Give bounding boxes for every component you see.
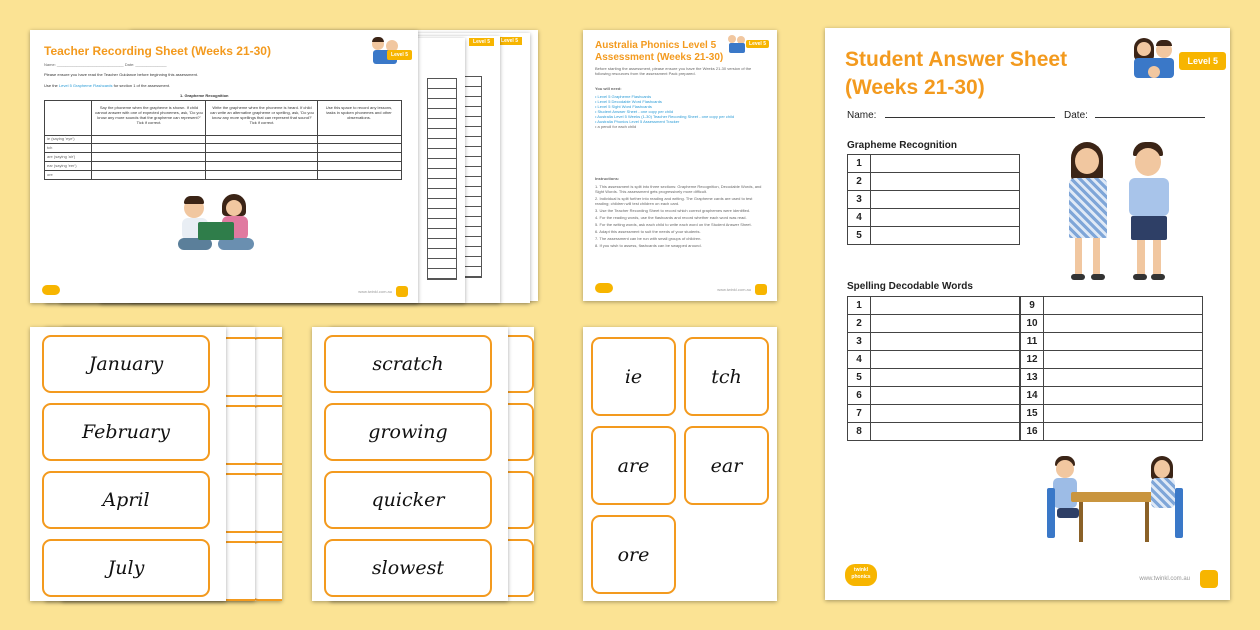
- spelling-table-right: [1020, 296, 1203, 441]
- teacher-row: [45, 144, 401, 153]
- answer-cell[interactable]: [1044, 351, 1203, 369]
- table-row: [848, 209, 1020, 227]
- instruction-step-text: For the reading words, use the flashcards and record whether each word was read.: [599, 215, 747, 220]
- instruction-step: 6. Adapt this assessment to suit the needs of your students.: [595, 229, 701, 234]
- grapheme-table: [847, 154, 1020, 245]
- answer-cell[interactable]: [1044, 297, 1203, 315]
- answer-cell[interactable]: [871, 333, 1020, 351]
- need-item-text: Level 5 Grapheme Flashcards: [597, 94, 652, 99]
- student-mascots: [1132, 36, 1178, 82]
- girl-head: [1075, 148, 1099, 174]
- table-row: [848, 227, 1020, 245]
- back-sheet-table: [427, 78, 457, 280]
- need-item[interactable]: • Level 5 Decodable Word Flashcards: [595, 99, 662, 104]
- grapheme-card[interactable]: ear: [684, 426, 769, 505]
- instruction-step: 4. For the reading words, use the flashcards and record whether each word was read.: [595, 215, 747, 220]
- table-row: [848, 387, 1020, 405]
- month-card[interactable]: July: [42, 539, 210, 597]
- footer-url: www.twinkl.com.au: [717, 287, 751, 292]
- boy-hair: [184, 196, 204, 204]
- need-item[interactable]: • Student Answer Sheet - one copy per child: [595, 109, 674, 114]
- assessment-guidance-sheet: [583, 30, 777, 301]
- row-number: 9: [1021, 297, 1044, 315]
- twinkl-logo: [42, 285, 60, 295]
- instruction-prefix: Use the: [44, 83, 58, 88]
- table-top: [1071, 492, 1157, 502]
- name-label: Name:: [44, 62, 56, 67]
- row-number: 3: [848, 191, 871, 209]
- girl-dress: [1069, 178, 1107, 238]
- table-row: [1021, 297, 1203, 315]
- spelling-section-title: Spelling Decodable Words: [847, 281, 973, 292]
- boy-chair: [1047, 488, 1055, 538]
- table-row: [848, 423, 1020, 441]
- assessment-level-badge: Level 5: [746, 40, 769, 48]
- row-number: 11: [1021, 333, 1044, 351]
- instruction-step: 2. Individual is split further into reading and writing. The Grapheme cards are used to test reading; children will test children on each card.: [595, 196, 753, 206]
- table-row: [848, 369, 1020, 387]
- word-cards-sheet: [312, 327, 508, 601]
- teacher-row: [45, 171, 401, 179]
- footer-badge-icon: [1200, 570, 1218, 588]
- footer-badge-icon: [755, 284, 767, 295]
- spelling-table-left: [847, 296, 1020, 441]
- table-leg: [1145, 502, 1149, 542]
- girl-shoe: [1091, 274, 1105, 280]
- grapheme-card[interactable]: ie: [591, 337, 676, 416]
- teacher-col1-header: Say the phoneme when the grapheme is shown. If child cannot answer with one of expected phonemes, ask, 'Do you know any more sounds that the grapheme can represent?' Tick if correct.: [95, 105, 203, 125]
- table-row: [848, 405, 1020, 423]
- answer-cell[interactable]: [871, 405, 1020, 423]
- mascot-hair: [1156, 40, 1172, 46]
- answer-cell[interactable]: [871, 209, 1020, 227]
- student-name-label: Name:: [847, 110, 877, 121]
- grapheme-cards-sheet: [583, 327, 777, 601]
- boy-leg: [1137, 240, 1145, 276]
- assessment-weeks: (Weeks 21-30): [656, 52, 724, 63]
- answer-cell[interactable]: [871, 351, 1020, 369]
- need-item-text: Level 5 Sight Word Flashcards: [597, 104, 652, 109]
- instruction-step-text: The assessment can be run with small groups of children.: [599, 236, 702, 241]
- teacher-instruction-2: [44, 83, 170, 88]
- needs-list: [595, 94, 765, 129]
- table-row: [1021, 387, 1203, 405]
- teacher-table: [44, 100, 402, 180]
- flashcards-link[interactable]: Level 5 Grapheme Flashcards: [58, 83, 113, 88]
- table-row: [848, 191, 1020, 209]
- mascot-body: [729, 43, 745, 53]
- girl-head: [1154, 460, 1170, 478]
- table-row: [1021, 423, 1203, 441]
- answer-cell[interactable]: [1044, 333, 1203, 351]
- table-row: [848, 351, 1020, 369]
- student-answer-sheet: [825, 28, 1230, 600]
- instruction-step-text: For the writing words, ask each child to write each word on the Student Answer Sheet.: [599, 222, 752, 227]
- answer-cell[interactable]: [871, 315, 1020, 333]
- boy-shoe: [1133, 274, 1147, 280]
- answer-cell[interactable]: [871, 227, 1020, 245]
- row-number: 1: [848, 297, 871, 315]
- teacher-row: [45, 162, 401, 171]
- answer-cell[interactable]: [871, 423, 1020, 441]
- grapheme-section-title: Grapheme Recognition: [847, 140, 958, 151]
- teacher-col3-header: Use this space to record any lessons, tasks in spoken phonemes and other observations.: [325, 105, 393, 120]
- assessment-title-line1: Australia Phonics Level 5: [595, 40, 717, 51]
- twinkl-phonics-logo: twinkl phonics: [845, 564, 877, 586]
- need-item: • a pencil for each child: [595, 124, 637, 129]
- need-item-text: a pencil for each child: [597, 124, 637, 129]
- teacher-level-badge: Level 5: [387, 50, 412, 60]
- you-will-need-label: You will need:: [595, 86, 622, 91]
- table-row: [1021, 315, 1203, 333]
- instruction-step: 5. For the writing words, ask each child to write each word on the Student Answer Sheet.: [595, 222, 752, 227]
- answer-cell[interactable]: [871, 155, 1020, 173]
- row-number: 5: [848, 369, 871, 387]
- table-leg: [1079, 502, 1083, 542]
- row-number: 12: [1021, 351, 1044, 369]
- student-footer-url: www.twinkl.com.au: [1139, 576, 1190, 582]
- row-number: 4: [848, 351, 871, 369]
- row-number: 14: [1021, 387, 1044, 405]
- row-number: 5: [848, 227, 871, 245]
- teacher-recording-sheet: [30, 30, 418, 303]
- word-card[interactable]: scratch: [324, 335, 492, 393]
- boy-head: [1135, 148, 1161, 176]
- table-row: [848, 333, 1020, 351]
- table-row: [1021, 405, 1203, 423]
- student-title-line1: Student Answer Sheet: [845, 48, 1068, 71]
- boy-head: [1056, 460, 1074, 478]
- row-number: 4: [848, 209, 871, 227]
- instruction-step: 8. If you wish to assess, flashcards can be swapped around.: [595, 243, 702, 248]
- need-item-text: Student Answer Sheet - one copy per child: [597, 109, 674, 114]
- back-sheet-level-badge: Level 5: [497, 37, 522, 45]
- girl-body: [1151, 478, 1175, 508]
- row-number: 8: [848, 423, 871, 441]
- month-card[interactable]: April: [42, 471, 210, 529]
- footer-url: www.twinkl.com.au: [358, 289, 392, 294]
- table-row: [848, 297, 1020, 315]
- answer-cell[interactable]: [871, 369, 1020, 387]
- need-item[interactable]: • Australia Phonics Level 5 Assessment Tracker: [595, 119, 680, 124]
- row-number: 15: [1021, 405, 1044, 423]
- word-card[interactable]: quicker: [324, 471, 492, 529]
- need-item-text: Level 5 Decodable Word Flashcards: [597, 99, 662, 104]
- twinkl-logo: [595, 283, 613, 293]
- student-name-row: [847, 110, 1205, 121]
- girl-face: [226, 200, 242, 216]
- kids-reading-illustration: [178, 192, 258, 268]
- row-number: 10: [1021, 315, 1044, 333]
- teacher-table-heading: 1. Grapheme Recognition: [180, 93, 229, 98]
- student-level-badge: Level 5: [1179, 52, 1226, 70]
- name-field[interactable]: [885, 117, 1055, 118]
- table-row: [848, 315, 1020, 333]
- instruction-step-text: This assessment is split into three sections: Grapheme Recognition, Decodable Words, and Sight Words. This assessment gets progressively more difficult.: [595, 184, 762, 194]
- need-item-text: Australia Phonics Level 5 Assessment Tracker: [597, 119, 680, 124]
- girl-leg: [1075, 238, 1082, 276]
- table-row: [848, 155, 1020, 173]
- row-number: 2: [848, 315, 871, 333]
- grapheme-card[interactable]: are: [591, 426, 676, 505]
- mascot-head: [728, 35, 736, 43]
- footer-badge-icon: [396, 286, 408, 297]
- teacher-row-label: ear (saying 'eer'): [47, 163, 77, 168]
- instruction-step: 1. This assessment is split into three sections: Grapheme Recognition, Decodable Words, and Sight Words. This assessment gets progressively more difficult.: [595, 184, 762, 194]
- assessment-title-line2-row: [595, 52, 723, 63]
- month-cards-sheet: [30, 327, 226, 601]
- boy-legs: [1057, 508, 1079, 518]
- instruction-steps: [595, 184, 765, 250]
- need-item[interactable]: • Level 5 Grapheme Flashcards: [595, 94, 652, 99]
- teacher-col2-header: Write the grapheme when the phoneme is heard. If child can write an alternative grapheme or spelling, ask, 'Do you know any more spellings that can represent that sound?' Tick if correct.: [210, 105, 314, 125]
- month-card[interactable]: January: [42, 335, 210, 393]
- answer-cell[interactable]: [871, 387, 1020, 405]
- answer-cell[interactable]: [1044, 423, 1203, 441]
- boy-shorts: [1131, 216, 1167, 240]
- row-number: 3: [848, 333, 871, 351]
- book: [198, 222, 234, 240]
- word-card[interactable]: growing: [324, 403, 492, 461]
- assessment-intro: Before starting the assessment, please ensure you have the Weeks 21-30 version of the following resources from the assessment Pack prepared.: [595, 66, 752, 76]
- row-number: 13: [1021, 369, 1044, 387]
- student-title-line2: (Weeks 21-30): [845, 76, 985, 99]
- teacher-instruction: Please ensure you have read the Teacher Guidance before beginning this assessment.: [44, 72, 199, 77]
- girl-leg: [1093, 238, 1100, 276]
- mascot-hair: [372, 37, 384, 42]
- row-number: 6: [848, 387, 871, 405]
- assessment-title-line2: Assessment: [595, 52, 654, 63]
- teacher-row-label: tch: [47, 145, 53, 150]
- need-item[interactable]: • Australia Level 5 Weeks (1-30) Teacher Recording Sheet - one copy per child: [595, 114, 735, 119]
- teacher-sheet-title: Teacher Recording Sheet (Weeks 21-30): [44, 44, 271, 58]
- row-number: 16: [1021, 423, 1044, 441]
- boy-shirt: [1129, 178, 1169, 216]
- boy-shoe: [1151, 274, 1165, 280]
- back-sheet-level-badge: Level 5: [469, 38, 494, 46]
- boy-leg: [1153, 240, 1161, 276]
- instruction-step-text: Use the Teacher Recording Sheet to record which correct graphemes were identified.: [599, 208, 751, 213]
- teacher-row: [45, 153, 401, 162]
- table-row: [1021, 369, 1203, 387]
- need-item[interactable]: • Level 5 Sight Word Flashcards: [595, 104, 652, 109]
- students-at-table-illustration: [1047, 456, 1183, 548]
- date-field[interactable]: [1095, 117, 1205, 118]
- date-label: Date:: [124, 62, 135, 67]
- grapheme-card[interactable]: tch: [684, 337, 769, 416]
- instruction-step: 7. The assessment can be run with small groups of children.: [595, 236, 702, 241]
- instruction-step: 3. Use the Teacher Recording Sheet to record which correct graphemes were identified.: [595, 208, 751, 213]
- student-date-label: Date:: [1064, 110, 1088, 121]
- instruction-step-text: Adapt this assessment to suit the needs of your students.: [599, 229, 701, 234]
- answer-cell[interactable]: [871, 191, 1020, 209]
- answer-cell[interactable]: [1044, 387, 1203, 405]
- teacher-row-label: ie (saying 'eye'): [47, 136, 75, 141]
- instructions-label: Instructions:: [595, 176, 620, 181]
- teacher-row-label: ore: [47, 172, 53, 177]
- students-standing-illustration: [1061, 140, 1187, 286]
- need-item-text: Australia Level 5 Weeks (1-30) Teacher Recording Sheet - one copy per child: [597, 114, 735, 119]
- table-row: [848, 173, 1020, 191]
- answer-cell[interactable]: [871, 173, 1020, 191]
- answer-cell[interactable]: [871, 297, 1020, 315]
- instruction-step-text: If you wish to assess, flashcards can be swapped around.: [599, 243, 702, 248]
- word-card[interactable]: slowest: [324, 539, 492, 597]
- girl-chair: [1175, 488, 1183, 538]
- answer-cell[interactable]: [1044, 369, 1203, 387]
- row-number: 1: [848, 155, 871, 173]
- teacher-row-label: are (saying 'air'): [47, 154, 76, 159]
- mascot-head: [1137, 42, 1151, 56]
- table-row: [1021, 351, 1203, 369]
- instruction-step-text: Individual is split further into reading and writing. The Grapheme cards are used to test reading; children will test children on each card.: [595, 196, 753, 206]
- answer-cell[interactable]: [1044, 405, 1203, 423]
- girl-shoe: [1071, 274, 1085, 280]
- answer-cell[interactable]: [1044, 315, 1203, 333]
- table-row: [1021, 333, 1203, 351]
- row-number: 2: [848, 173, 871, 191]
- mascot-small-head: [1148, 66, 1160, 78]
- grapheme-card[interactable]: ore: [591, 515, 676, 594]
- month-card[interactable]: February: [42, 403, 210, 461]
- row-number: 7: [848, 405, 871, 423]
- instruction-suffix: for section 1 of the assessment.: [113, 83, 171, 88]
- teacher-row: [45, 135, 401, 144]
- teacher-name-row: Name: ______________________________ Date: ______________: [44, 62, 167, 67]
- assessment-mascots: [727, 34, 747, 54]
